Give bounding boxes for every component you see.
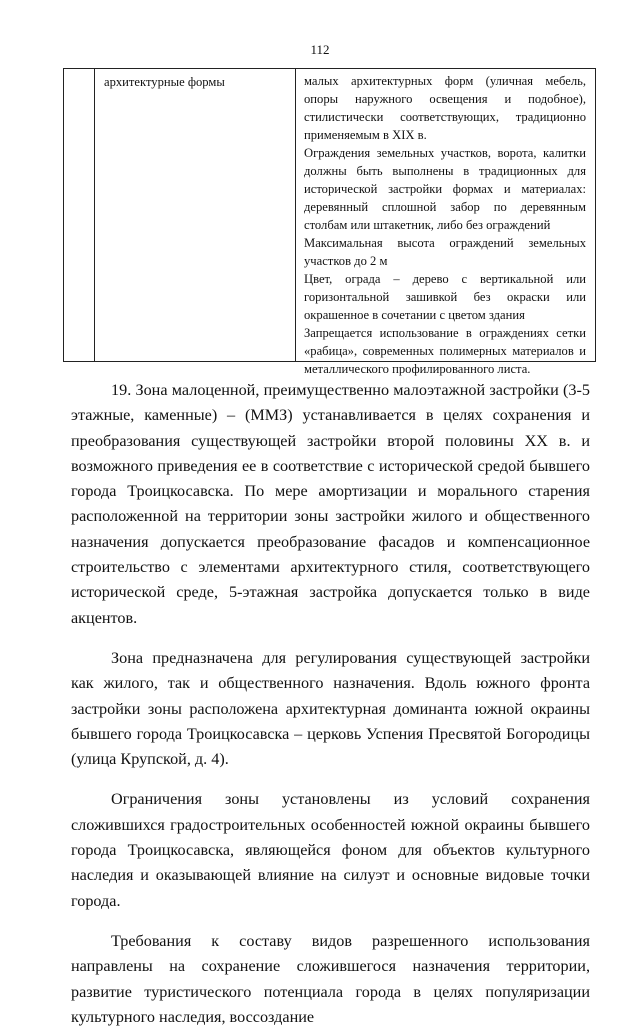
document-body [71,378,590,1030]
requirement-item: Максимальная высота ограждений земельных участков до 2 м [304,236,586,268]
page-number: 112 [310,42,330,57]
body-paragraph: 19. Зона малоценной, преимущественно малоэтажной застройки (3-5 этажные, каменные) – (ММЗ) устанавливается в целях сохранения и преобразования существующей застройки второй половины XX в. и возможного приведения ее в соответствие с исторической средой бывшего города Троицкосавска. По мере амортизации и морального старения расположенной на территории зоны застройки жилого и общественного назначения допускается преобразование фасадов и компенсационное строительство с элементами архитектурного стиля, соответствующего исторической среде, 5-этажная застройка допускается только в виде акцентов. [71,381,590,627]
body-paragraph: Ограничения зоны установлены из условий сохранения сложившихся градостроительных особенностей южной окраины бывшего города Троицкосавска, являющейся фоном для объектов культурного наследия и оказывающей влияние на силуэт и основные видовые точки города. [71,790,590,910]
requirement-item: Ограждения земельных участков, ворота, калитки должны быть выполнены в традиционных для исторической застройки формах и материалах: деревянный сплошной забор по деревянным столбам или штакетник, либо без ограждений [304,146,586,232]
table-column-divider [94,69,95,361]
body-paragraph: Требования к составу видов разрешенного использования направлены на сохранение сложившегося назначения территории, развитие туристического потенциала города в целях популяризации культурного наследия, воссоздание [71,931,590,1026]
requirements-table [63,68,596,376]
requirement-item: Цвет, ограда – дерево с вертикальной или горизонтальной зашивкой без окраски или окрашенное в сочетании с цветом здания [304,272,586,322]
table-cell-requirements [304,72,586,378]
requirement-item: малых архитектурных форм (уличная мебель, опоры наружного освещения и подобное), стилистически соответствующих, традиционно применяемым в XIX в. [304,74,586,142]
body-paragraph: Зона предназначена для регулирования существующей застройки как жилого, так и общественного назначения. Вдоль южного фронта застройки зоны расположена архитектурная доминанта южной окраины бывшего города Троицкосавска – церковь Успения Пресвятой Богородицы (улица Крупской, д. 4). [71,648,590,769]
table-column-divider [295,69,296,361]
table-cell-category: архитектурные формы [104,75,225,89]
requirement-item: Запрещается использование в ограждениях сетки «рабица», современных полимерных материалов и металлического профилированного листа. [304,326,586,376]
